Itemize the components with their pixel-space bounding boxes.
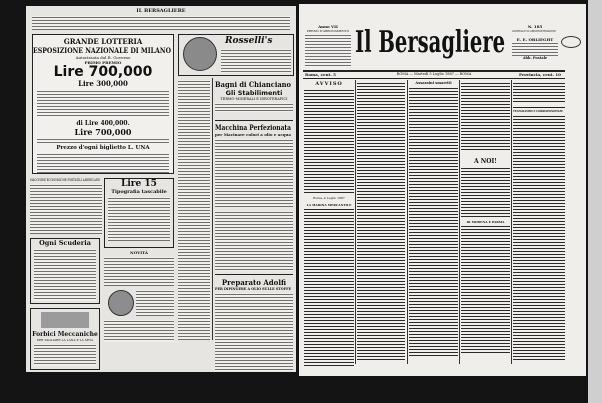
- heading-assassini: [409, 81, 458, 85]
- macchina-subtitle: [215, 132, 293, 137]
- heading-telegrammi: [513, 107, 565, 113]
- scuderia-ad: [30, 238, 100, 304]
- stamp: [561, 36, 581, 48]
- fit-text: Ogni Scuderia: [39, 239, 91, 247]
- chianciano-subtitle: [215, 89, 293, 97]
- fit-text: Bagni di Chianciano: [215, 80, 291, 89]
- lottery-subtitle: [33, 46, 173, 55]
- forbici-ad: [30, 308, 100, 370]
- fit-text: Gli Stabilimenti: [225, 89, 283, 97]
- fit-text: Preparato Adolfi: [221, 278, 287, 287]
- fit-text: Tipografia tascabile: [111, 189, 167, 195]
- scuderia-title: [31, 239, 99, 247]
- fit-text: TELEGRAMMI E CORRISPONDENZE: [513, 109, 563, 113]
- masthead-title: [355, 26, 507, 60]
- fit-text: Forbici Meccaniche: [32, 331, 98, 338]
- chianciano-title: [215, 80, 293, 89]
- column-3: [409, 81, 458, 357]
- adolfi-title: [215, 278, 293, 287]
- fit-text: Anno VII: [318, 24, 338, 29]
- fit-text: IL BERSAGLIERE: [136, 8, 186, 14]
- lottery-ad: [32, 34, 174, 174]
- lire15-title: [105, 179, 173, 189]
- fit-text: PER TAGLIARE LA LANA E LA SETA: [36, 338, 94, 342]
- header-text: [32, 16, 290, 30]
- fit-text: PRIMO PREMIO: [84, 60, 122, 65]
- forbici-title: [31, 331, 99, 338]
- prices-label: [305, 29, 351, 33]
- macchina-ad: [215, 123, 293, 207]
- fit-text: Prezzo d'ogni biglietto L. UNA: [56, 145, 150, 151]
- fit-text: Assassini smarriti: [415, 81, 452, 85]
- fit-text: AVVISO: [315, 81, 343, 87]
- column-2: [357, 82, 405, 362]
- scissors-image: [41, 312, 89, 328]
- heading-avviso: [304, 81, 354, 87]
- administration-label: [512, 29, 558, 33]
- fit-text: NOVITÀ: [130, 250, 148, 255]
- fit-text: GIORNALE DI AMMINISTRAZIONE: [512, 29, 556, 33]
- fit-text: Macchina Perfezionata: [215, 123, 291, 132]
- column-5: [513, 82, 565, 360]
- lire15-ad: [104, 178, 174, 248]
- medal-image: [108, 290, 134, 316]
- lottery-ticket-price: [33, 145, 173, 151]
- fit-text: PREZZI D'ABBONAMENTO: [306, 29, 350, 33]
- dateline-right: Provincia, cent. 10: [519, 72, 561, 77]
- fit-text: GRANDE LOTTERIA: [63, 37, 143, 46]
- lottery-prize-third: [33, 120, 173, 127]
- fit-text: di Lire 400,000.: [76, 120, 130, 127]
- medal-image: [183, 37, 217, 71]
- cronaca-text: [215, 211, 293, 271]
- postal-label: [512, 56, 558, 60]
- fit-text: ROMA — Martedì 5 Luglio 1887 — ROMA: [396, 72, 472, 76]
- left-newspaper-page: [26, 6, 296, 372]
- lottery-title: [33, 37, 173, 46]
- novita-label: [104, 250, 174, 255]
- fit-text: E. E. OBLIEGHT: [516, 37, 554, 42]
- chianciano-ad: [215, 80, 293, 118]
- right-newspaper-page: [299, 4, 586, 376]
- dateline-center: [359, 72, 509, 76]
- fit-text: DI MODENA E PARMA: [466, 220, 505, 224]
- administration-box: [512, 24, 558, 60]
- fit-text: Abb. Postale: [522, 56, 548, 60]
- column-1: [304, 81, 354, 368]
- fit-text: LA MARINA MERCANTILE: [306, 203, 352, 207]
- macchine-americane-ad: [30, 178, 102, 234]
- column-4: [461, 82, 510, 355]
- rosselli-title: Rosselli's: [225, 36, 273, 46]
- fit-text: N. 185: [527, 24, 543, 29]
- dateline-sub: [304, 196, 354, 200]
- running-head: [26, 8, 296, 14]
- fit-text: per Macinare colori a olio e acqua: [215, 132, 291, 137]
- fit-text: A NOI!: [474, 158, 497, 165]
- fit-text: PER DIPINGERE A OLIO SULLE STOFFE: [215, 287, 291, 291]
- adolfi-ad: [215, 278, 293, 371]
- forbici-subtitle: [31, 338, 99, 342]
- rosselli-ad: [178, 34, 294, 76]
- heading-parma: [461, 220, 510, 224]
- adolfi-subtitle: [215, 287, 293, 291]
- chianciano-line: [215, 97, 293, 101]
- lottery-prize-second: [33, 79, 173, 88]
- small-ads-column: [178, 80, 210, 340]
- fit-text: ESPOSIZIONE NAZIONALE DI MILANO: [33, 46, 172, 55]
- scanner-edge: [588, 0, 602, 403]
- fit-text: Il Bersagliere: [355, 25, 506, 60]
- fit-text: Roma, 4 Luglio 1887: [313, 196, 345, 200]
- dateline-left: Roma, cent. 5: [305, 72, 336, 77]
- macchina-title: [215, 123, 293, 132]
- fit-text: Lire 300,000: [78, 79, 128, 88]
- fit-text: MACCHINE ECONOMICHE PORTATILI AMERICANE: [30, 178, 100, 182]
- fit-text: Lire 700,000: [74, 127, 132, 137]
- fit-text: TERMO-MINERALI E IDROTERAPICI: [220, 97, 288, 101]
- heading-a-noi: [461, 158, 510, 165]
- subscription-box: [305, 24, 351, 68]
- lottery-prize-main: [33, 65, 173, 79]
- lottery-prize-total: [33, 127, 173, 137]
- fit-text: Lire 700,000: [53, 64, 153, 80]
- fit-text: Autorizzata dal R. Governo: [75, 55, 131, 60]
- lire15-subtitle: [105, 189, 173, 195]
- fit-text: Lire 15: [121, 179, 157, 189]
- americane-title: [30, 178, 102, 182]
- heading-marina: [304, 203, 354, 207]
